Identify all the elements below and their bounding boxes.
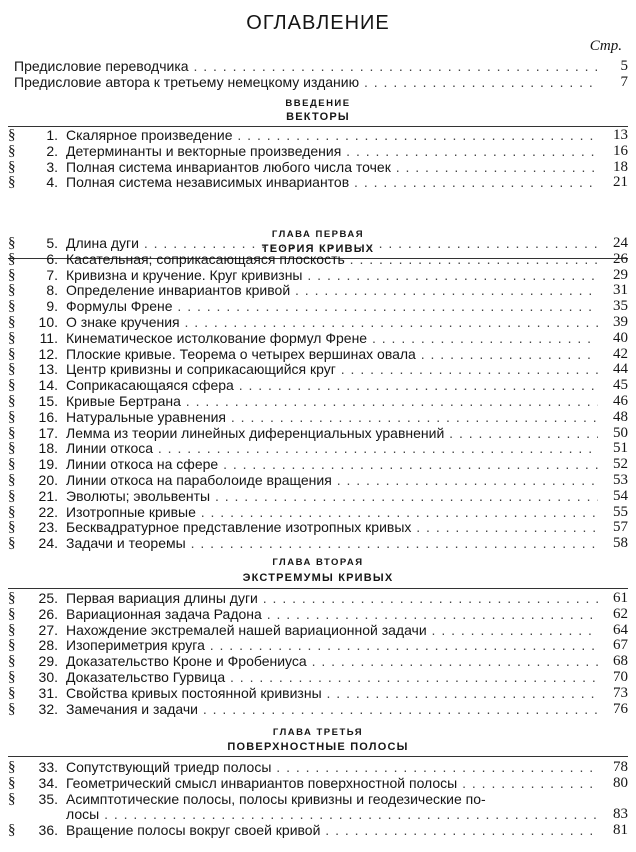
- entry-number: 13.: [38, 361, 58, 378]
- toc-entry: [8, 488, 628, 504]
- section-symbol: §: [8, 174, 16, 191]
- entry-page: 45: [613, 377, 628, 394]
- entry-page: 5: [620, 58, 628, 74]
- chapter-title: ПОВЕРХНОСТНЫЕ ПОЛОСЫ: [227, 741, 409, 753]
- toc-entry: [8, 314, 628, 330]
- entry-page: 80: [613, 774, 628, 791]
- section-symbol: §: [8, 298, 16, 315]
- entry-number: 32.: [38, 700, 58, 717]
- entry-number: 17.: [38, 424, 58, 441]
- entry-page: 53: [613, 472, 628, 488]
- entry-number: 11.: [39, 329, 58, 346]
- chapter-label: ГЛАВА ПЕРВАЯ: [271, 229, 365, 240]
- entry-title: Кривые Бертрана . . .: [66, 393, 598, 409]
- chapter-label: ГЛАВА ВТОРАЯ: [272, 557, 364, 568]
- toc-entry: [8, 622, 628, 638]
- entry-title: Определение инвариантов кривой . . .: [66, 282, 598, 298]
- entry-title: Первая вариация длины дуги . . .: [66, 590, 598, 606]
- toc-entry: [8, 235, 628, 251]
- section-symbol: §: [8, 790, 16, 807]
- entry-number: 7.: [46, 266, 58, 283]
- entry-title: Изопериметрия круга . . .: [66, 637, 598, 653]
- entry-title: Полная система инвариантов любого числа точек . . .: [66, 159, 598, 175]
- entry-page: 67: [613, 637, 628, 654]
- section-symbol: §: [8, 314, 16, 330]
- section-symbol: §: [8, 235, 16, 251]
- toc-entry: [8, 174, 628, 190]
- entry-page: 31: [613, 282, 628, 299]
- entry-number: 22.: [38, 503, 58, 520]
- entry-page: 62: [613, 605, 628, 622]
- section-symbol: §: [8, 684, 16, 701]
- entry-page: 51: [613, 440, 628, 457]
- entry-number: 30.: [38, 669, 58, 685]
- toc-entry: [8, 361, 628, 377]
- entry-page: 7: [620, 73, 628, 90]
- entry-page: 18: [613, 158, 628, 175]
- chapter-title: ВЕКТОРЫ: [286, 111, 350, 123]
- toc-entry: [8, 669, 628, 685]
- entry-page: 68: [613, 653, 628, 670]
- entry-title: Плоские кривые. Теорема о четырех вершинах овала . . .: [66, 346, 598, 362]
- entry-title: Предисловие переводчика . . .: [14, 58, 598, 74]
- entry-title: Линии откоса . . .: [66, 440, 598, 456]
- section-symbol: §: [8, 535, 16, 552]
- entry-number: 28.: [38, 637, 58, 654]
- section-symbol: §: [8, 329, 16, 346]
- entry-number: 12.: [38, 345, 58, 362]
- section-symbol: §: [8, 700, 16, 717]
- entry-number: 14.: [38, 377, 58, 394]
- toc-entry: [8, 791, 628, 807]
- entry-page: 61: [613, 590, 628, 606]
- chapter-label: ГЛАВА ТРЕТЬЯ: [272, 727, 364, 738]
- toc-entry: [8, 393, 628, 409]
- entry-number: 35.: [38, 790, 58, 807]
- entry-number: 16.: [38, 408, 58, 425]
- section-symbol: §: [8, 361, 16, 378]
- toc-entry: [8, 282, 628, 298]
- toc-entry: [8, 822, 628, 838]
- entry-page: 70: [613, 669, 628, 685]
- toc-entry: [8, 637, 628, 653]
- entry-title: Центр кривизны и соприкасающийся круг . . .: [66, 361, 598, 377]
- entry-number: 23.: [38, 519, 58, 536]
- entry-title: Формулы Френе . . .: [66, 298, 598, 314]
- entry-page: 35: [613, 298, 628, 315]
- section-symbol: §: [8, 408, 16, 425]
- entry-number: 29.: [38, 653, 58, 670]
- entry-title: Замечания и задачи . . .: [66, 701, 598, 717]
- section-symbol: §: [8, 250, 16, 267]
- entry-number: 19.: [38, 456, 58, 473]
- section-symbol: §: [8, 345, 16, 362]
- entry-title: Бесквадратурное представление изотропных кривых . . .: [66, 519, 598, 535]
- toc-entry: [8, 330, 628, 346]
- entry-title: Свойства кривых постоянной кривизны . . .: [66, 685, 598, 701]
- entry-title: Геометрический смысл инвариантов поверхностной полосы . . .: [66, 775, 598, 791]
- chapter-divider: [8, 756, 628, 757]
- entry-number: 31.: [38, 684, 58, 701]
- chapter-title: ТЕОРИЯ КРИВЫХ: [261, 243, 375, 255]
- entry-page: 21: [613, 174, 628, 191]
- entry-number: 6.: [46, 250, 58, 267]
- entry-page: 73: [613, 684, 628, 701]
- entry-title-continuation: лосы . . .: [66, 806, 598, 822]
- entry-title: Задачи и теоремы . . .: [66, 535, 598, 551]
- preface-entry: [14, 74, 628, 90]
- section-symbol: §: [8, 605, 16, 622]
- entry-number: 5.: [46, 235, 58, 251]
- toc-entry: [8, 456, 628, 472]
- toc-entry: [8, 267, 628, 283]
- toc-entry: [8, 143, 628, 159]
- entry-title: Детерминанты и векторные произведения . . .: [66, 143, 598, 159]
- entry-title: Лемма из теории линейных диференциальных уравнений . . .: [66, 425, 598, 441]
- entry-title: Скалярное произведение . . .: [66, 127, 598, 143]
- entry-title: Нахождение экстремалей нашей вариационной задачи . . .: [66, 622, 598, 638]
- entry-number: 9.: [46, 298, 58, 315]
- toc-entry: [8, 519, 628, 535]
- section-symbol: §: [8, 637, 16, 654]
- entry-number: 18.: [38, 440, 58, 457]
- entry-title: Соприкасающаяся сфера . . .: [66, 377, 598, 393]
- entry-title: Предисловие автора к третьему немецкому изданию . . .: [14, 74, 598, 90]
- section-symbol: §: [8, 456, 16, 473]
- section-symbol: §: [8, 472, 16, 488]
- entry-number: 10.: [38, 314, 58, 330]
- entry-title: Кривизна и кручение. Круг кривизны . . .: [66, 267, 598, 283]
- entry-number: 33.: [38, 759, 58, 775]
- section-symbol: §: [8, 653, 16, 670]
- entry-page: 52: [613, 456, 628, 473]
- entry-page: 50: [613, 424, 628, 441]
- section-symbol: §: [8, 759, 16, 775]
- section-symbol: §: [8, 822, 16, 839]
- entry-number: 15.: [38, 393, 58, 409]
- toc-entry: [8, 377, 628, 393]
- section-symbol: §: [8, 377, 16, 394]
- entry-page: 58: [613, 535, 628, 552]
- entry-page: 78: [613, 759, 628, 775]
- toc-entry: [8, 590, 628, 606]
- entry-title: Изотропные кривые . . .: [66, 504, 598, 520]
- entry-title: Доказательство Гурвица . . .: [66, 669, 598, 685]
- entry-number: 1.: [46, 127, 58, 143]
- entry-title: Натуральные уравнения . . .: [66, 409, 598, 425]
- section-symbol: §: [8, 774, 16, 791]
- entry-title: Линии откоса на параболоиде вращения . . .: [66, 472, 598, 488]
- section-symbol: §: [8, 127, 16, 143]
- entry-title: Касательная; соприкасающаяся плоскость . . .: [66, 251, 598, 267]
- entry-page: 54: [613, 487, 628, 504]
- section-symbol: §: [8, 266, 16, 283]
- entry-number: 4.: [46, 174, 58, 191]
- entry-page: 64: [613, 621, 628, 638]
- entry-page: 57: [613, 519, 628, 536]
- entry-page: 39: [613, 314, 628, 330]
- entry-page: 13: [613, 127, 628, 143]
- entry-page: 83: [613, 806, 628, 823]
- entry-page: 81: [613, 822, 628, 839]
- section-symbol: §: [8, 519, 16, 536]
- entry-title: Эволюты; эвольвенты . . .: [66, 488, 598, 504]
- entry-title: Длина дуги . . .: [66, 235, 598, 251]
- entry-title: Вращение полосы вокруг своей кривой . . .: [66, 822, 598, 838]
- section-symbol: §: [8, 158, 16, 175]
- toc-entry: [8, 251, 628, 267]
- toc-entry: [8, 159, 628, 175]
- toc-entry: [8, 759, 628, 775]
- entry-page: 24: [613, 235, 628, 251]
- toc-entry: [8, 775, 628, 791]
- entry-page: 44: [613, 361, 628, 378]
- toc-entry: [8, 298, 628, 314]
- toc-entry: [8, 472, 628, 488]
- entry-title: Асимптотические полосы, полосы кривизны и геодезические по-: [66, 790, 486, 807]
- section-symbol: §: [8, 621, 16, 638]
- entry-page: 48: [613, 408, 628, 425]
- entry-title: О знаке кручения . . .: [66, 314, 598, 330]
- entry-number: 26.: [38, 605, 58, 622]
- entry-page: 40: [613, 329, 628, 346]
- toc-entry-continuation: [8, 806, 628, 822]
- entry-number: 20.: [38, 472, 58, 488]
- toc-entry: [8, 409, 628, 425]
- entry-number: 36.: [38, 822, 58, 839]
- entry-title: Вариационная задача Радона . . .: [66, 606, 598, 622]
- toc-entry: [8, 653, 628, 669]
- entry-number: 24.: [38, 535, 58, 552]
- entry-page: 29: [613, 266, 628, 283]
- entry-page: 16: [613, 142, 628, 159]
- page-column-label: Стр.: [589, 38, 622, 54]
- section-symbol: §: [8, 669, 16, 685]
- section-symbol: §: [8, 142, 16, 159]
- toc-entry: [8, 440, 628, 456]
- entry-number: 27.: [38, 621, 58, 638]
- entry-page: 42: [613, 345, 628, 362]
- entry-number: 34.: [38, 774, 58, 791]
- entry-number: 2.: [46, 142, 58, 159]
- entry-title: Полная система независимых инвариантов . . .: [66, 174, 598, 190]
- entry-number: 21.: [38, 487, 58, 504]
- toc-entry: [8, 685, 628, 701]
- entry-title: Линии откоса на сфере . . .: [66, 456, 598, 472]
- chapter-divider: [8, 588, 628, 589]
- toc-entry: [8, 535, 628, 551]
- entry-page: 76: [613, 700, 628, 717]
- entry-number: 25.: [38, 590, 58, 606]
- toc-entry: [8, 425, 628, 441]
- entry-page: 55: [613, 503, 628, 520]
- toc-entry: [8, 346, 628, 362]
- chapter-title: ЭКСТРЕМУМЫ КРИВЫХ: [242, 572, 394, 584]
- toc-entry: [8, 701, 628, 717]
- section-symbol: §: [8, 590, 16, 606]
- section-symbol: §: [8, 440, 16, 457]
- section-symbol: §: [8, 282, 16, 299]
- entry-title: Кинематическое истолкование формул Френе . . .: [66, 330, 598, 346]
- entry-number: 3.: [46, 158, 58, 175]
- chapter-label: ВВЕДЕНИЕ: [285, 98, 351, 109]
- section-symbol: §: [8, 393, 16, 409]
- entry-page: 46: [613, 393, 628, 409]
- entry-page: 26: [613, 250, 628, 267]
- section-symbol: §: [8, 424, 16, 441]
- toc-entry: [8, 504, 628, 520]
- entry-title: Доказательство Кроне и Фробениуса . . .: [66, 653, 598, 669]
- section-symbol: §: [8, 487, 16, 504]
- section-symbol: §: [8, 503, 16, 520]
- toc-entry: [8, 127, 628, 143]
- toc-entry: [8, 606, 628, 622]
- entry-title: Сопутствующий триедр полосы . . .: [66, 759, 598, 775]
- preface-entry: [14, 58, 628, 74]
- page-title: ОГЛАВЛЕНИЕ: [246, 12, 390, 34]
- entry-number: 8.: [46, 282, 58, 299]
